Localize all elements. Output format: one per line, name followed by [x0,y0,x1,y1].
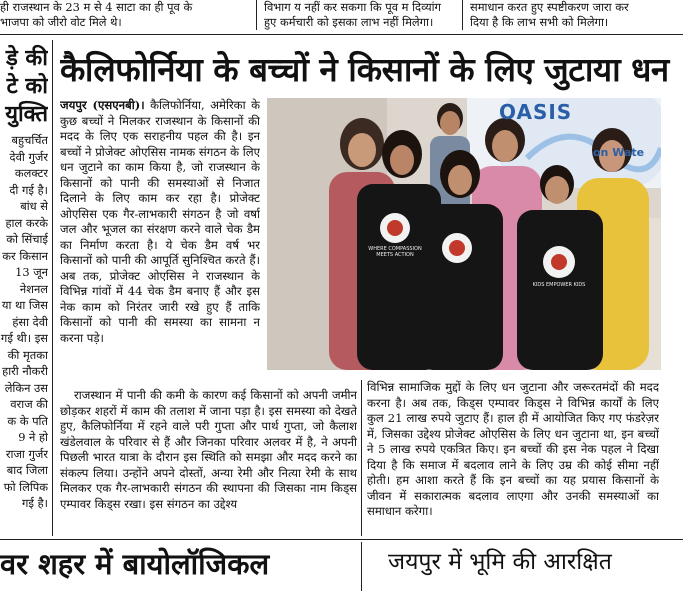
left-strip-line: फो लिपिक [3,479,48,494]
left-strip-line: वराज की [10,397,48,411]
left-strip-line: क के पति [7,413,48,428]
article-body-col1-cont [60,388,357,534]
top-mid-line: विभाग य नहीं कर सकगा कि पूव म दिव्यांग [264,0,441,14]
group-photo-illustration [267,98,661,370]
left-strip-line: बाद जिला [6,463,48,477]
column-divider [256,0,257,30]
top-left-line: ही राजस्थान के 23 म से 4 साटा का ही पूव के [0,0,193,14]
article-headline: कैलिफोर्निया के बच्चों ने किसानों के लिए जुटाया धन [60,50,669,89]
column-divider [361,542,362,591]
left-strip-line: गई है। [22,496,48,510]
left-strip-line: गई थी। इस [0,331,48,345]
article-body-col2 [367,380,659,534]
left-strip-line: देवी गुर्जर [9,149,48,164]
shirt-caption: WHERE COMPASSION MEETS ACTION [368,246,422,258]
left-strip-line: 9 ने हो [18,430,48,444]
top-mid-line: हुए कर्मचारी को इसका लाभ नहीं मिलेगा। [264,15,434,29]
photo-banner-text: OASIS [499,100,573,124]
left-strip-heading: युक्ति [5,101,48,127]
article-paragraph-2: राजस्थान में पानी की कमी के कारण कई किसानों को अपनी जमीन छोड़कर शहरों में काम की तलाश में जाना पड़ा है। इस समस्या को देखते हुए, कैलिफोर्निया में रहने वाले परी गुप्ता और पार्थ गुप्ता, जो कैलाश खंडेलवाल के परिवार से हैं और जिनका परिवार अलवर में है, ने अपनी पिछली भारत यात्रा के दौरान इस स्थिति को समझा और मदद करने का संकल्प लिया। उन्होंने अपने दोस्तों, अन्या रेमी और नित्या रेमी के साथ मिलकर एक गैर-लाभकारी संगठन की स्थापना की जिसका नाम किड्स एम्पावर किड्स रखा। इस संगठन का उद्देश्य [60,388,357,511]
top-left-line: भाजपा को जीरो वोट मिले थे। [0,15,122,29]
left-strip-heading: टे को [6,73,48,99]
article-paragraph-3: विभिन्न सामाजिक मुद्दों के लिए धन जुटाना और जरूरतमंदों की मदद करना है। अब तक, किड्स एम्पावर किड्स ने विभिन्न कार्यों के लिए कुल 21 लाख रुपये जुटाए हैं। हाल ही में आयोजित किए गए फंडरेज़र में, जिसका उद्देश्य प्रोजेक्ट ओएसिस के लिए धन जुटाना था, इन बच्चों ने 5 लाख रुपये एकत्रित किए। इन बच्चों की इस नेक पहल ने दिखा दिया है कि समाज में बदलाव लाने के लिए उम्र की कोई सीमा नहीं होती। हम आशा करते हैं कि इन बच्चों का यह प्रयास किसानों के जीवन में सकारात्मक बदलाव लाएगा और उनकी समस्याओं का समाधान करेगा। [367,380,659,518]
left-column-strip [0,44,48,534]
left-strip-line: हाल करके [5,215,48,230]
left-strip-line: नेशनल [19,281,48,296]
left-strip-line: हारी नौकरी [2,364,48,378]
left-strip-line: कलक्टर [14,166,48,180]
left-strip-line: की मृतका [7,347,48,362]
top-mid-snippet [264,0,464,30]
section-rule [0,539,683,540]
left-strip-line: दी गई है। [9,182,48,197]
photo-banner-subtext: on Wate [593,146,645,159]
bottom-left-headline: वर शहर में बायोलॉजिकल [0,547,270,581]
top-right-snippet [470,0,683,30]
column-divider [361,380,362,536]
left-strip-line: 13 जून [15,265,48,279]
left-strip-line: या था जिस [1,298,48,312]
article-paragraph-1: कैलिफोर्निया, अमेरिका के कुछ बच्चों ने मिलकर राजस्थान के किसानों की मदद के लिए एक सराहनीय पहल की है। इन बच्चों ने प्रोजेक्ट ओएसिस नामक संगठन के लिए धन जुटाने का काम किया है, जो राजस्थान के किसानों को पानी की समस्याओं से निजात दिलाने के लिए काम कर रहा है। प्रोजेक्ट ओएसिस एक गैर-लाभकारी संगठन है जो वर्षा जल और भूजल का संरक्षण करने वाले चेक डैम का निर्माण करता है। ये चेक डैम वर्ष भर किसानों को पानी की आपूर्ति सुनिश्चित करते हैं। अब तक, प्रोजेक्ट ओएसिस ने राजस्थान के विभिन्न गांवों में 44 चेक डैम बनाए हैं और इस नेक काम को निरंतर जारी रखे हुए हैं ताकि किसानों को पानी की समस्या का सामना न करना पड़े। [60,98,260,345]
left-strip-heading: ड़े की [5,45,48,71]
left-strip-line: हंसा देवी [12,314,48,329]
left-strip-line: बहुचर्चित [11,133,48,147]
article-dateline: जयपुर (एसएनबी)। [60,98,145,112]
shirt-logo-text: KIDS EMPOWER KIDS [532,282,586,288]
section-rule [0,34,683,35]
top-right-line: समाधान करत हुए स्पष्टीकरण जारा कर [470,0,629,14]
top-right-line: दिया है कि लाभ सभी को मिलेगा। [470,15,609,29]
top-left-snippet [0,0,250,30]
article-photo [267,98,661,370]
left-strip-line: को सिंचाई [6,232,48,246]
column-divider [52,40,53,536]
left-strip-line: लेकिन उस [4,380,48,395]
left-strip-line: बांध से [20,199,48,213]
column-divider [462,0,463,30]
article-body-col1 [60,98,260,384]
left-strip-line: कर किसान [2,248,48,263]
left-strip-line: राजा गुर्जर [5,446,48,461]
bottom-right-headline: जयपुर में भूमि की आरक्षित [388,549,612,575]
